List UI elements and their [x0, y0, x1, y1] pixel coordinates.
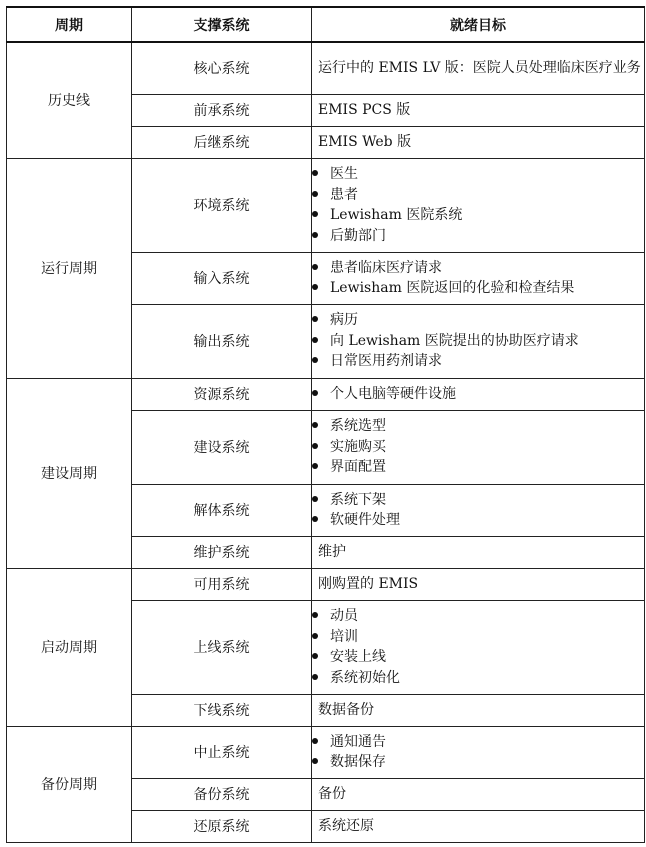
bullet-text: 病历	[330, 312, 358, 329]
bullet-text: 患者	[330, 186, 358, 203]
goal-cell: 系统还原	[312, 810, 645, 842]
goal-cell: 运行中的 EMIS LV 版：医院人员处理临床医疗业务	[312, 42, 645, 94]
list-item	[312, 351, 644, 372]
period-cell: 运行周期	[7, 158, 132, 378]
bullet-text: 后勤部门	[330, 227, 386, 244]
readiness-table	[6, 6, 645, 843]
bullet-text: 软硬件处理	[330, 512, 400, 528]
table-body	[7, 42, 645, 842]
system-cell: 维护系统	[132, 536, 312, 568]
bullet-icon	[312, 191, 318, 197]
table-row	[7, 726, 645, 778]
list-item	[312, 457, 644, 478]
goal-bullet-list	[312, 384, 644, 405]
header-period: 周期	[7, 7, 132, 42]
goal-bullet-list	[312, 732, 644, 773]
goal-bullet-list	[312, 606, 644, 688]
bullet-icon	[312, 284, 318, 290]
list-item	[312, 331, 644, 352]
goal-cell: 数据备份	[312, 694, 645, 726]
list-item	[312, 205, 644, 226]
bullet-icon	[312, 357, 318, 363]
goal-cell	[312, 600, 645, 694]
list-item	[312, 258, 644, 279]
list-item	[312, 384, 644, 405]
system-cell: 下线系统	[132, 694, 312, 726]
system-cell: 环境系统	[132, 158, 312, 252]
goal-cell	[312, 252, 645, 304]
bullet-text: Lewisham 医院返回的化验和检查结果	[330, 280, 575, 296]
list-item	[312, 490, 644, 511]
goal-bullet-list	[312, 490, 644, 531]
bullet-text: 患者临床医疗请求	[330, 259, 442, 276]
bullet-text: 医生	[330, 166, 358, 182]
system-cell: 上线系统	[132, 600, 312, 694]
bullet-icon	[312, 170, 318, 176]
bullet-icon	[312, 516, 318, 522]
system-cell: 资源系统	[132, 378, 312, 410]
goal-cell	[312, 484, 645, 536]
system-cell: 前承系统	[132, 94, 312, 126]
bullet-icon	[312, 674, 318, 680]
table-row	[7, 42, 645, 94]
goal-cell	[312, 304, 645, 378]
system-cell: 可用系统	[132, 568, 312, 600]
goal-bullet-list	[312, 164, 644, 246]
bullet-icon	[312, 738, 318, 744]
bullet-text: 安装上线	[330, 649, 386, 665]
list-item	[312, 627, 644, 648]
goal-cell: EMIS Web 版	[312, 126, 645, 158]
bullet-icon	[312, 653, 318, 659]
table-row	[7, 378, 645, 410]
period-cell: 建设周期	[7, 378, 132, 568]
system-cell: 还原系统	[132, 810, 312, 842]
goal-cell	[312, 726, 645, 778]
list-item	[312, 164, 644, 185]
list-item	[312, 278, 644, 299]
bullet-icon	[312, 463, 318, 469]
list-item	[312, 310, 644, 331]
bullet-text: Lewisham 医院系统	[330, 207, 463, 223]
period-cell: 启动周期	[7, 568, 132, 726]
bullet-text: 系统初始化	[330, 669, 400, 686]
goal-cell	[312, 158, 645, 252]
bullet-icon	[312, 496, 318, 502]
period-cell: 历史线	[7, 42, 132, 158]
header-goal: 就绪目标	[312, 7, 645, 42]
bullet-icon	[312, 422, 318, 428]
system-cell: 输入系统	[132, 252, 312, 304]
table-row	[7, 568, 645, 600]
goal-cell	[312, 378, 645, 410]
bullet-text: 向 Lewisham 医院提出的协助医疗请求	[330, 332, 579, 349]
list-item	[312, 437, 644, 458]
bullet-text: 个人电脑等硬件设施	[330, 385, 456, 402]
bullet-text: 日常医用药剂请求	[330, 353, 442, 370]
system-cell: 核心系统	[132, 42, 312, 94]
system-cell: 解体系统	[132, 484, 312, 536]
bullet-icon	[312, 443, 318, 449]
list-item	[312, 668, 644, 689]
bullet-text: 通知通告	[330, 733, 386, 750]
list-item	[312, 185, 644, 206]
list-item	[312, 226, 644, 247]
system-cell: 建设系统	[132, 410, 312, 484]
goal-cell: 备份	[312, 778, 645, 810]
bullet-icon	[312, 264, 318, 270]
bullet-icon	[312, 232, 318, 238]
system-cell: 备份系统	[132, 778, 312, 810]
bullet-icon	[312, 390, 318, 396]
system-cell: 输出系统	[132, 304, 312, 378]
bullet-text: 系统下架	[330, 491, 386, 508]
bullet-text: 数据保存	[330, 754, 386, 770]
goal-cell: 维护	[312, 536, 645, 568]
goal-bullet-list	[312, 310, 644, 372]
bullet-text: 界面配置	[330, 459, 386, 476]
goal-cell: EMIS PCS 版	[312, 94, 645, 126]
list-item	[312, 647, 644, 668]
bullet-text: 动员	[330, 608, 358, 624]
list-item	[312, 732, 644, 753]
goal-bullet-list	[312, 416, 644, 478]
bullet-icon	[312, 316, 318, 322]
bullet-text: 培训	[330, 628, 358, 645]
list-item	[312, 606, 644, 627]
list-item	[312, 752, 644, 773]
header-system: 支撑系统	[132, 7, 312, 42]
system-cell: 后继系统	[132, 126, 312, 158]
list-item	[312, 416, 644, 437]
table-row	[7, 158, 645, 252]
bullet-icon	[312, 633, 318, 639]
bullet-text: 系统选型	[330, 418, 386, 435]
bullet-icon	[312, 211, 318, 217]
goal-cell	[312, 410, 645, 484]
bullet-icon	[312, 337, 318, 343]
goal-bullet-list	[312, 258, 644, 299]
bullet-text: 实施购买	[330, 438, 386, 455]
period-cell: 备份周期	[7, 726, 132, 842]
system-cell: 中止系统	[132, 726, 312, 778]
header-row	[7, 7, 645, 42]
bullet-icon	[312, 612, 318, 618]
list-item	[312, 510, 644, 531]
goal-cell: 刚购置的 EMIS	[312, 568, 645, 600]
bullet-icon	[312, 758, 318, 764]
